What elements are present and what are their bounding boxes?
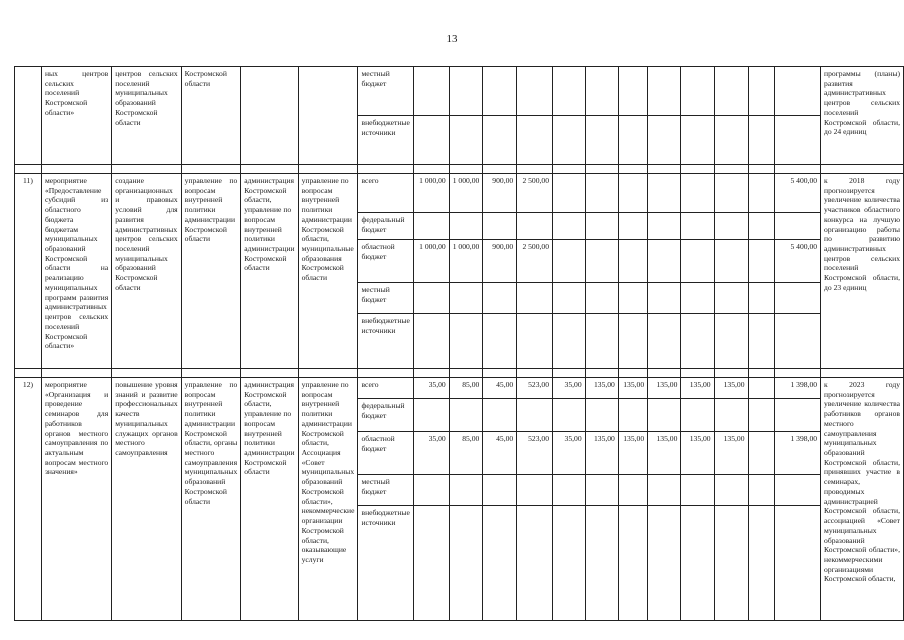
total-value (774, 314, 820, 369)
separator-cell (483, 165, 517, 174)
separator-cell (585, 165, 618, 174)
year-value: 35,00 (413, 432, 449, 475)
year-value (553, 67, 586, 116)
year-value (585, 283, 618, 314)
year-value (714, 283, 748, 314)
year-value (413, 506, 449, 621)
year-value (748, 174, 774, 213)
year-value (681, 240, 714, 283)
year-value (413, 475, 449, 506)
year-value: 135,00 (714, 432, 748, 475)
year-value (585, 506, 618, 621)
year-value (748, 116, 774, 165)
separator-cell (181, 369, 241, 378)
funding-source: внебюджетные источники (358, 506, 413, 621)
event-content: повышение уровня знаний и развитие профессиональных качеств муниципальных служащих органов местного самоуправления (112, 378, 181, 621)
separator-cell (517, 369, 553, 378)
year-value (517, 67, 553, 116)
year-value (748, 67, 774, 116)
year-value (748, 283, 774, 314)
year-value (553, 174, 586, 213)
page-number: 13 (446, 33, 458, 45)
event-name: ных центров сельских поселений Костромской области» (41, 67, 111, 165)
separator-cell (41, 369, 111, 378)
separator-cell (483, 369, 517, 378)
year-value: 2 500,00 (517, 174, 553, 213)
year-value (585, 314, 618, 369)
year-value: 135,00 (681, 378, 714, 399)
separator-cell (413, 165, 449, 174)
year-value (585, 399, 618, 432)
year-value: 35,00 (553, 378, 586, 399)
year-value (483, 283, 517, 314)
year-value (483, 399, 517, 432)
year-value (413, 314, 449, 369)
year-value (413, 67, 449, 116)
event-content: создание организационных и правовых условий для развития административных центров сельских поселений муниципальных образований Костромской области (112, 174, 181, 369)
year-value: 900,00 (483, 240, 517, 283)
total-value (774, 116, 820, 165)
year-value (553, 116, 586, 165)
separator-cell (648, 165, 681, 174)
funding-source: местный бюджет (358, 475, 413, 506)
year-value: 85,00 (449, 432, 483, 475)
year-value (483, 314, 517, 369)
year-value (714, 67, 748, 116)
year-value: 135,00 (618, 378, 647, 399)
year-value (449, 116, 483, 165)
year-value: 523,00 (517, 432, 553, 475)
year-value (585, 240, 618, 283)
event-name: мероприятие «Организация и проведение семинаров для работников органов местного самоуправления по актуальным вопросам местного значения» (41, 378, 111, 621)
separator-cell (553, 165, 586, 174)
separator-cell (112, 369, 181, 378)
year-value (714, 240, 748, 283)
year-value (413, 399, 449, 432)
separator-cell (298, 369, 358, 378)
separator-cell (241, 369, 298, 378)
separator-cell (553, 369, 586, 378)
year-value (748, 399, 774, 432)
year-value (483, 506, 517, 621)
year-value: 135,00 (585, 378, 618, 399)
year-value: 2 500,00 (517, 240, 553, 283)
responsible-executor: управление по вопросам внутренней политики администрации Костромской области (181, 174, 241, 369)
year-value (748, 314, 774, 369)
separator-cell (298, 165, 358, 174)
year-value (618, 240, 647, 283)
year-value (748, 240, 774, 283)
year-value (681, 283, 714, 314)
year-value (681, 475, 714, 506)
year-value: 1 000,00 (413, 240, 449, 283)
year-value (714, 475, 748, 506)
year-value: 1 000,00 (449, 174, 483, 213)
year-value: 135,00 (618, 432, 647, 475)
year-value (714, 213, 748, 240)
year-value (618, 67, 647, 116)
year-value (648, 67, 681, 116)
separator-cell (748, 369, 774, 378)
separator-cell (41, 165, 111, 174)
separator-cell (449, 165, 483, 174)
co-executor: администрация Костромской области, управление по вопросам внутренней политики администрации Костромской области (241, 174, 298, 369)
year-value (748, 432, 774, 475)
year-value (648, 116, 681, 165)
year-value (449, 67, 483, 116)
year-value (517, 116, 553, 165)
separator-cell (681, 165, 714, 174)
year-value: 135,00 (585, 432, 618, 475)
separator-cell (241, 165, 298, 174)
year-value (618, 506, 647, 621)
year-value (748, 475, 774, 506)
year-value (648, 213, 681, 240)
year-value (585, 174, 618, 213)
participants (298, 67, 358, 165)
funding-source: внебюджетные источники (358, 116, 413, 165)
funding-source: всего (358, 174, 413, 213)
year-value: 35,00 (413, 378, 449, 399)
year-value (449, 506, 483, 621)
total-value (774, 399, 820, 432)
year-value (483, 213, 517, 240)
separator-cell (714, 369, 748, 378)
year-value (714, 116, 748, 165)
year-value (618, 213, 647, 240)
funding-source: областной бюджет (358, 432, 413, 475)
year-value (748, 378, 774, 399)
year-value (585, 67, 618, 116)
year-value (585, 213, 618, 240)
co-executor: администрация Костромской области, управление по вопросам внутренней политики администрации Костромской области (241, 378, 298, 621)
year-value (449, 314, 483, 369)
separator-cell (112, 165, 181, 174)
total-value: 5 400,00 (774, 240, 820, 283)
year-value (449, 283, 483, 314)
year-value (748, 506, 774, 621)
year-value (648, 314, 681, 369)
separator-cell (358, 369, 413, 378)
year-value: 1 000,00 (413, 174, 449, 213)
year-value (618, 314, 647, 369)
year-value: 900,00 (483, 174, 517, 213)
year-value (681, 116, 714, 165)
funding-source: местный бюджет (358, 67, 413, 116)
year-value (681, 506, 714, 621)
year-value (483, 475, 517, 506)
funding-source: федеральный бюджет (358, 213, 413, 240)
separator-cell (821, 165, 904, 174)
total-value: 5 400,00 (774, 174, 820, 213)
expected-result: программы (планы) развития административных центров сельских поселений Костромской области, до 24 единиц (821, 67, 904, 165)
year-value (681, 174, 714, 213)
total-value: 1 398,00 (774, 378, 820, 399)
separator-cell (585, 369, 618, 378)
total-value (774, 213, 820, 240)
year-value (648, 240, 681, 283)
event-name: мероприятие «Предоставление субсидий из областного бюджета бюджетам муниципальных образований Костромской области на реализацию муниципальных программ развития административных центров сельских поселений Костромской области» (41, 174, 111, 369)
year-value (553, 283, 586, 314)
year-value (449, 475, 483, 506)
expected-result: к 2018 году прогнозируется увеличение количества участников областного конкурса на лучшую организацию работы по развитию административных центров сельских поселений Костромской области, до 23 единиц (821, 174, 904, 369)
year-value (585, 116, 618, 165)
year-value: 135,00 (648, 432, 681, 475)
year-value (449, 399, 483, 432)
row-number: 12) (15, 378, 42, 621)
row-number (15, 67, 42, 165)
year-value (517, 475, 553, 506)
year-value (618, 283, 647, 314)
year-value: 45,00 (483, 378, 517, 399)
year-value: 45,00 (483, 432, 517, 475)
event-content: центров сельских поселений муниципальных образований Костромской области (112, 67, 181, 165)
table-row (15, 67, 904, 116)
year-value (648, 475, 681, 506)
year-value (413, 213, 449, 240)
total-value (774, 506, 820, 621)
year-value (714, 506, 748, 621)
separator-cell (774, 369, 820, 378)
year-value (553, 475, 586, 506)
separator-cell (181, 165, 241, 174)
year-value (517, 213, 553, 240)
funding-source: всего (358, 378, 413, 399)
year-value (714, 399, 748, 432)
funding-source: местный бюджет (358, 283, 413, 314)
year-value (483, 116, 517, 165)
year-value: 135,00 (648, 378, 681, 399)
year-value: 85,00 (449, 378, 483, 399)
separator-cell (618, 369, 647, 378)
year-value (648, 283, 681, 314)
separator-cell (15, 165, 42, 174)
year-value (681, 213, 714, 240)
separator-cell (714, 165, 748, 174)
separator-cell (774, 165, 820, 174)
year-value (449, 213, 483, 240)
separator-cell (449, 369, 483, 378)
separator-cell (681, 369, 714, 378)
year-value (585, 475, 618, 506)
year-value (618, 475, 647, 506)
total-value (774, 475, 820, 506)
separator-cell (413, 369, 449, 378)
separator-cell (618, 165, 647, 174)
year-value (483, 67, 517, 116)
funding-source: внебюджетные источники (358, 314, 413, 369)
year-value (714, 314, 748, 369)
year-value (681, 399, 714, 432)
year-value (517, 314, 553, 369)
year-value (413, 283, 449, 314)
year-value (618, 116, 647, 165)
year-value (517, 283, 553, 314)
expected-result: к 2023 году прогнозируется увеличение количества работников органов местного самоуправления муниципальных образований Костромской области, принявших участие в семинарах, проводимых администрацией Костромской области, ассоциацией «Совет муниципальных образований Костромской области», некоммерческими организациями Костромской области, (821, 378, 904, 621)
separator-cell (748, 165, 774, 174)
year-value (553, 213, 586, 240)
separator-cell (821, 369, 904, 378)
table-row (15, 174, 904, 213)
responsible-executor: управление по вопросам внутренней политики администрации Костромской области, органы местного самоуправления муниципальных образований Костромской области (181, 378, 241, 621)
year-value (413, 116, 449, 165)
total-value (774, 67, 820, 116)
responsible-executor: Костромской области (181, 67, 241, 165)
year-value (553, 314, 586, 369)
year-value (553, 399, 586, 432)
year-value (648, 174, 681, 213)
year-value (681, 67, 714, 116)
year-value (714, 174, 748, 213)
separator-cell (517, 165, 553, 174)
year-value (681, 314, 714, 369)
year-value (648, 506, 681, 621)
participants: управление по вопросам внутренней политики администрации Костромской области, муниципальные образования Костромской области (298, 174, 358, 369)
co-executor (241, 67, 298, 165)
year-value: 523,00 (517, 378, 553, 399)
separator-cell (15, 369, 42, 378)
year-value (618, 174, 647, 213)
funding-source: областной бюджет (358, 240, 413, 283)
funding-source: федеральный бюджет (358, 399, 413, 432)
year-value (553, 506, 586, 621)
year-value (553, 240, 586, 283)
year-value: 35,00 (553, 432, 586, 475)
year-value: 135,00 (714, 378, 748, 399)
year-value (517, 399, 553, 432)
participants: управление по вопросам внутренней политики администрации Костромской области, Ассоциация «Совет муниципальных образований Костромской области», некоммерческие организации Костромской области, оказывающие услуги (298, 378, 358, 621)
year-value (648, 399, 681, 432)
program-table (14, 66, 904, 621)
total-value (774, 283, 820, 314)
total-value: 1 398,00 (774, 432, 820, 475)
year-value: 1 000,00 (449, 240, 483, 283)
row-number: 11) (15, 174, 42, 369)
separator-cell (648, 369, 681, 378)
year-value (748, 213, 774, 240)
year-value (618, 399, 647, 432)
table-row (15, 378, 904, 399)
year-value: 135,00 (681, 432, 714, 475)
separator-cell (358, 165, 413, 174)
year-value (517, 506, 553, 621)
